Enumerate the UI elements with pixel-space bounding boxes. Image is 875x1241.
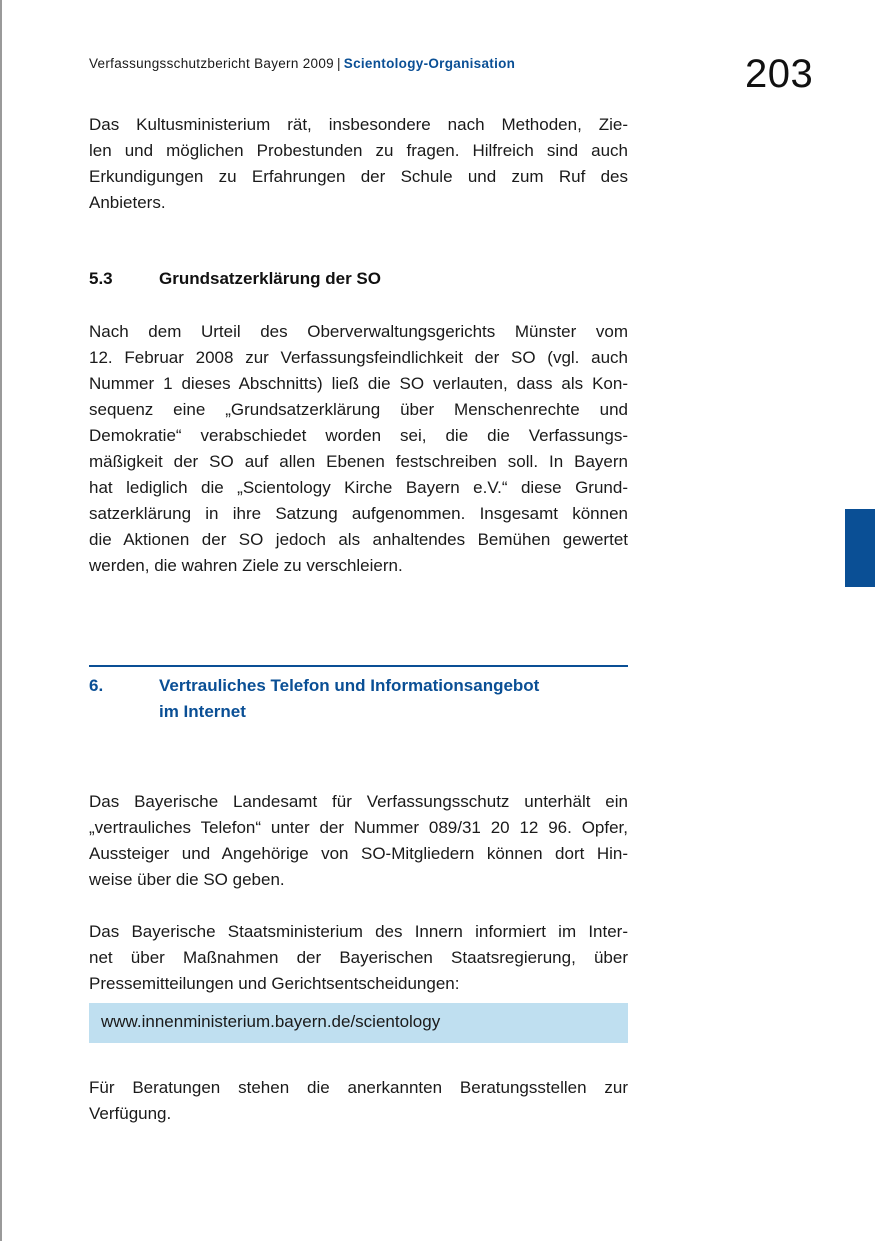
text-line: Aussteiger und Angehörige von SO-Mitgliedern können dort Hin- [89, 844, 628, 863]
report-title: Verfassungsschutzbericht Bayern 2009 [89, 56, 334, 71]
chapter-side-tab [845, 509, 875, 587]
section-title-block [159, 673, 628, 725]
subsection-number: 5.3 [89, 269, 113, 288]
text-line: „vertrauliches Telefon“ unter der Nummer 089/31 20 12 96. Opfer, [89, 818, 628, 837]
text-line: 12. Februar 2008 zur Verfassungsfeindlichkeit der SO (vgl. auch [89, 348, 628, 367]
text-line: weise über die SO geben. [89, 870, 285, 889]
text-line: Erkundigungen zu Erfahrungen der Schule und zum Ruf des [89, 167, 628, 186]
section-title-line: Vertrauliches Telefon und Informationsangebot [159, 676, 540, 695]
text-line: Verfügung. [89, 1104, 172, 1123]
page-number: 203 [745, 52, 814, 96]
text-line: Nach dem Urteil des Oberverwaltungsgerichts Münster vom [89, 322, 628, 341]
text-line: Das Bayerische Landesamt für Verfassungsschutz unterhält ein [89, 792, 628, 811]
text-line: Das Kultusministerium rät, insbesondere nach Methoden, Zie- [89, 115, 628, 134]
text-line: Nummer 1 dieses Abschnitts) ließ die SO verlauten, dass als Kon- [89, 374, 628, 393]
section-6-paragraph-3 [89, 1075, 628, 1127]
website-url-box[interactable]: www.innenministerium.bayern.de/scientology [89, 1003, 628, 1043]
section-divider [89, 665, 628, 667]
text-line: werden, die wahren Ziele zu verschleiern. [89, 556, 403, 575]
section-6-paragraph-1 [89, 789, 628, 893]
header-separator: | [336, 56, 341, 71]
section-title-line: im Internet [159, 702, 246, 721]
text-line: Pressemitteilungen und Gerichtsentscheidungen: [89, 974, 460, 993]
section-title: Scientology-Organisation [343, 56, 516, 71]
text-line: Anbieters. [89, 193, 166, 212]
intro-paragraph [89, 112, 628, 216]
text-line: Demokratie“ verabschiedet worden sei, die die Verfassungs- [89, 426, 628, 445]
text-line: Für Beratungen stehen die anerkannten Beratungsstellen zur [89, 1078, 628, 1097]
subsection-title: Grundsatzerklärung der SO [159, 269, 381, 288]
running-header [89, 56, 515, 71]
text-line: hat lediglich die „Scientology Kirche Bayern e.V.“ diese Grund- [89, 478, 628, 497]
text-line: Das Bayerische Staatsministerium des Innern informiert im Inter- [89, 922, 628, 941]
section-6-paragraph-2 [89, 919, 628, 997]
section-number: 6. [89, 676, 104, 695]
subsection-heading-5-3 [89, 269, 628, 289]
text-line: die Aktionen der SO jedoch als anhaltendes Bemühen gewertet [89, 530, 628, 549]
text-line: len und möglichen Probestunden zu fragen. Hilfreich sind auch [89, 141, 628, 160]
text-line: net über Maßnahmen der Bayerischen Staatsregierung, über [89, 948, 628, 967]
text-line: satzerklärung in ihre Satzung aufgenommen. Insgesamt können [89, 504, 628, 523]
section-5-3-paragraph [89, 319, 628, 579]
text-line: mäßigkeit der SO auf allen Ebenen festschreiben soll. In Bayern [89, 452, 628, 471]
page-left-edge-rule [0, 0, 2, 1241]
text-line: sequenz eine „Grundsatzerklärung über Menschenrechte und [89, 400, 628, 419]
